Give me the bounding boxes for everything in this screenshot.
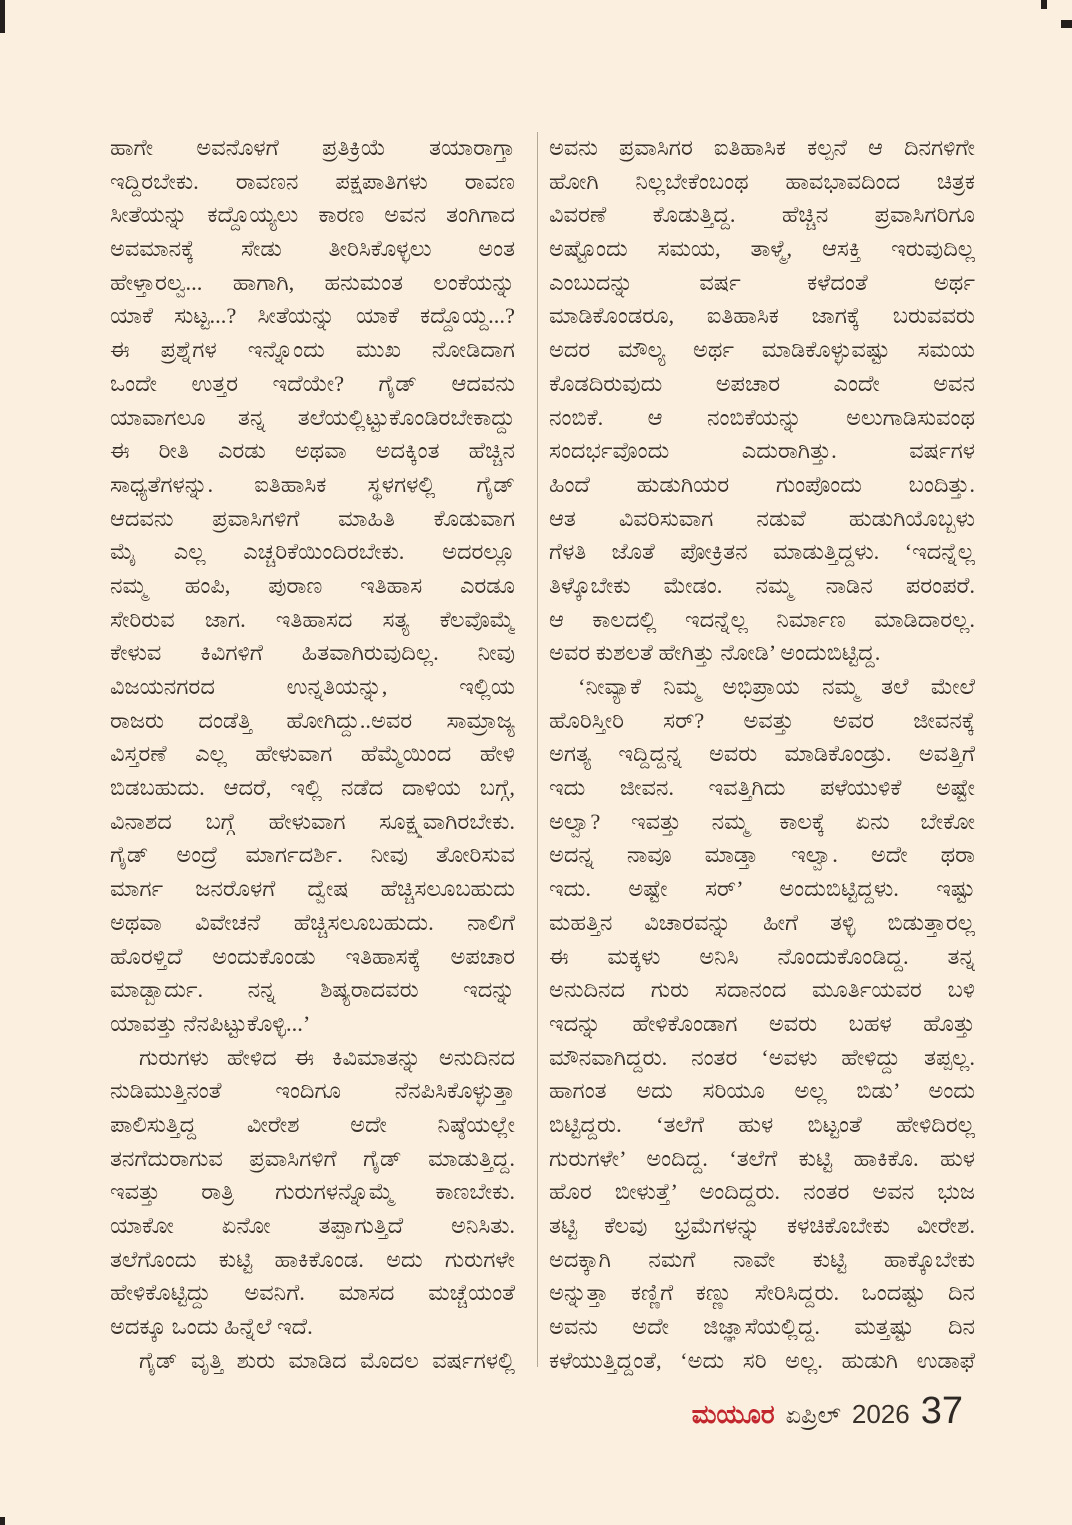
text-line: ನಂಬಿಕೆ. ಆ ನಂಬಿಕೆಯನ್ನು ಅಲುಗಾಡಿಸುವಂಥ <box>549 404 975 430</box>
text-line: ಅವನು ಅದೇ ಜಿಜ್ಞಾಸೆಯಲ್ಲಿದ್ದ. ಮತ್ತಷ್ಟು ದಿನ <box>549 1314 975 1340</box>
text-line: ಬಿಡಬಹುದು. ಆದರೆ, ಇಲ್ಲಿ ನಡೆದ ದಾಳಿಯ ಬಗ್ಗೆ, <box>110 775 515 801</box>
text-line: ಅವರ ಕುಶಲತೆ ಹೇಗಿತ್ತು ನೋಡಿ’ ಅಂದುಬಿಟ್ಟಿದ್ದ. <box>549 640 881 666</box>
text-line: ಸೀತೆಯನ್ನು ಕದ್ದೊಯ್ಯಲು ಕಾರಣ ಅವನ ತಂಗಿಗಾದ <box>110 202 515 228</box>
text-line: ರಾಜರು ದಂಡೆತ್ತಿ ಹೋಗಿದ್ದು..ಅವರ ಸಾಮ್ರಾಜ್ಯ <box>110 707 515 733</box>
text-line: ಅಷ್ಟೊಂದು ಸಮಯ, ತಾಳ್ಮೆ, ಆಸಕ್ತಿ ಇರುವುದಿಲ್ಲ <box>549 236 975 262</box>
issue-year: 2026 <box>851 1399 910 1429</box>
text-line: ವಿವರಣೆ ಕೊಡುತ್ತಿದ್ದ. ಹೆಚ್ಚಿನ ಪ್ರವಾಸಿಗರಿಗೂ <box>549 202 975 228</box>
text-line: ಮಹತ್ತಿನ ವಿಚಾರವನ್ನು ಹೀಗೆ ತಳ್ಳಿ ಬಿಡುತ್ತಾರಲ್ಲ <box>549 909 975 935</box>
text-line: ಹಾಗೇ ಅವನೊಳಗೆ ಪ್ರತಿಕ್ರಿಯೆ ತಯಾರಾಗ್ತಾ <box>110 135 515 160</box>
page-footer <box>692 1392 963 1431</box>
text-line: ಕಳೆಯುತ್ತಿದ್ದಂತೆ, ‘ಅದು ಸರಿ ಅಲ್ಲ. ಹುಡುಗಿ ಉಡಾಫೆ <box>549 1347 975 1373</box>
text-line: ಹೇಳ್ತಾರಲ್ವ... ಹಾಗಾಗಿ, ಹನುಮಂತ ಲಂಕೆಯನ್ನು <box>110 269 515 295</box>
text-line: ಹೊರಳ್ತಿದೆ ಅಂದುಕೊಂಡು ಇತಿಹಾಸಕ್ಕೆ ಅಪಚಾರ <box>110 943 515 969</box>
text-line: ಈ ಮಕ್ಕಳು ಅನಿಸಿ ನೊಂದುಕೊಂಡಿದ್ದ. ತನ್ನ <box>549 943 975 969</box>
text-line: ಸಂದರ್ಭವೊಂದು ಎದುರಾಗಿತ್ತು. ವರ್ಷಗಳ <box>549 438 975 464</box>
text-line: ಆದವನು ಪ್ರವಾಸಿಗಳಿಗೆ ಮಾಹಿತಿ ಕೊಡುವಾಗ <box>110 505 515 531</box>
text-line: ನಮ್ಮ ಹಂಪಿ, ಪುರಾಣ ಇತಿಹಾಸ ಎರಡೂ <box>110 572 515 598</box>
text-line: ಇದು ಜೀವನ. ಇವತ್ತಿಗಿದು ಪಳೆಯುಳಿಕೆ ಅಷ್ಟೇ <box>549 775 975 801</box>
text-line: ಅದಕ್ಕೂ ಒಂದು ಹಿನ್ನೆಲೆ ಇದೆ. <box>110 1314 313 1340</box>
text-line: ಅವಮಾನಕ್ಕೆ ಸೇಡು ತೀರಿಸಿಕೊಳ್ಳಲು ಅಂತ <box>110 236 515 262</box>
text-line: ಯಾಕೋ ಏನೋ ತಪ್ಪಾಗುತ್ತಿದೆ ಅನಿಸಿತು. <box>110 1213 515 1238</box>
crop-mark-bottom-left <box>0 1517 5 1525</box>
text-line: ಅದಕ್ಕಾಗಿ ನಮಗೆ ನಾವೇ ಕುಟ್ಟಿ ಹಾಕ್ಕೊಬೇಕು <box>549 1246 975 1272</box>
text-line: ಅನುದಿನದ ಗುರು ಸದಾನಂದ ಮೂರ್ತಿಯವರ ಬಳಿ <box>549 977 975 1003</box>
column-divider <box>537 132 538 1367</box>
crop-mark-top-left <box>0 0 5 33</box>
text-line: ಗುರುಗಳೇ’ ಅಂದಿದ್ದ. ‘ತಲೆಗೆ ಕುಟ್ಟಿ ಹಾಕಿಕೊ. ಹುಳ <box>549 1145 975 1171</box>
text-line: ಹೇಳಿಕೊಟ್ಟಿದ್ದು ಅವನಿಗೆ. ಮಾಸದ ಮಚ್ಚೆಯಂತೆ <box>110 1280 515 1306</box>
crop-mark-top-right <box>1041 0 1047 9</box>
text-line: ಯಾಕೆ ಸುಟ್ಟ...? ಸೀತೆಯನ್ನು ಯಾಕೆ ಕದ್ದೊಯ್ದ...? <box>110 303 515 329</box>
text-line: ಸಾಧ್ಯತೆಗಳನ್ನು. ಐತಿಹಾಸಿಕ ಸ್ಥಳಗಳಲ್ಲಿ ಗೈಡ್ <box>110 471 515 497</box>
text-line: ತನಗೆದುರಾಗುವ ಪ್ರವಾಸಿಗಳಿಗೆ ಗೈಡ್ ಮಾಡುತ್ತಿದ್ದ. <box>110 1145 515 1171</box>
issue-month: ಏಪ್ರಿಲ್ <box>785 1403 841 1429</box>
text-line: ಗೈಡ್ ಅಂದ್ರೆ ಮಾರ್ಗದರ್ಶಿ. ನೀವು ತೋರಿಸುವ <box>110 842 515 868</box>
text-line: ವಿಜಯನಗರದ ಉನ್ನತಿಯನ್ನು, ಇಲ್ಲಿಯ <box>110 674 515 699</box>
text-line: ಅದನ್ನ ನಾವೂ ಮಾಡ್ತಾ ಇಲ್ವಾ. ಅದೇ ಥರಾ <box>549 842 975 868</box>
text-line: ತಟ್ಟಿ ಕೆಲವು ಭ್ರಮೆಗಳನ್ನು ಕಳಚಿಕೊಬೇಕು ವೀರೇಶ. <box>549 1213 975 1238</box>
text-line: ತಲೆಗೊಂದು ಕುಟ್ಟಿ ಹಾಕಿಕೊಂಡ. ಅದು ಗುರುಗಳೇ <box>110 1246 515 1272</box>
text-line: ನುಡಿಮುತ್ತಿನಂತೆ ಇಂದಿಗೂ ನೆನಪಿಸಿಕೊಳ್ಳುತ್ತಾ <box>110 1078 515 1104</box>
text-line: ಒಂದೇ ಉತ್ತರ ಇದೆಯೇ? ಗೈಡ್ ಆದವನು <box>110 370 515 396</box>
text-line: ಅನ್ನುತ್ತಾ ಕಣ್ಣಿಗೆ ಕಣ್ಣು ಸೇರಿಸಿದ್ದರು. ಒಂದಷ್ಟು ದಿನ <box>549 1280 975 1306</box>
text-line: ಯಾವತ್ತು ನೆನಪಿಟ್ಟುಕೊಳ್ಳಿ...’ <box>110 1010 311 1036</box>
text-line: ಹಿಂದೆ ಹುಡುಗಿಯರ ಗುಂಪೊಂದು ಬಂದಿತ್ತು. <box>549 471 975 497</box>
text-line: ‘ನೀವ್ಯಾಕೆ ನಿಮ್ಮ ಅಭಿಪ್ರಾಯ ನಮ್ಮ ತಲೆ ಮೇಲೆ <box>578 674 975 699</box>
text-line: ಹೊರಿಸ್ತೀರಿ ಸರ್? ಅವತ್ತು ಅವರ ಜೀವನಕ್ಕೆ <box>549 707 975 733</box>
text-line: ಈ ರೀತಿ ಎರಡು ಅಥವಾ ಅದಕ್ಕಿಂತ ಹೆಚ್ಚಿನ <box>110 438 515 464</box>
text-line: ಇದು. ಅಷ್ಟೇ ಸರ್’ ಅಂದುಬಿಟ್ಟಿದ್ದಳು. ಇಷ್ಟು <box>549 876 975 902</box>
magazine-name: ಮಯೂರ <box>691 1400 775 1429</box>
page-number: 37 <box>920 1390 963 1432</box>
text-line: ಅವನು ಪ್ರವಾಸಿಗರ ಐತಿಹಾಸಿಕ ಕಲ್ಪನೆ ಆ ದಿನಗಳಿಗೇ <box>549 135 975 160</box>
text-line: ಮಾಡ್ಬಾರ್ದು. ನನ್ನ ಶಿಷ್ಯರಾದವರು ಇದನ್ನು <box>110 977 515 1003</box>
text-line: ಇದ್ದಿರಬೇಕು. ರಾವಣನ ಪಕ್ಷಪಾತಿಗಳು ರಾವಣ <box>110 168 515 194</box>
text-line: ವಿನಾಶದ ಬಗ್ಗೆ ಹೇಳುವಾಗ ಸೂಕ್ಷ್ಮವಾಗಿರಬೇಕು. <box>110 808 515 834</box>
text-column-right <box>549 131 975 1377</box>
text-line: ಹೊರ ಬೀಳುತ್ತೆ’ ಅಂದಿದ್ದರು. ನಂತರ ಅವನ ಭುಜ <box>549 1179 975 1205</box>
text-line: ಅಗತ್ಯ ಇದ್ದಿದ್ದನ್ನ ಅವರು ಮಾಡಿಕೊಂಡ್ರು. ಅವತ್ತಿಗೆ <box>549 741 975 767</box>
text-column-left <box>110 131 515 1377</box>
text-line: ತಿಳ್ಕೊಬೇಕು ಮೇಡಂ. ನಮ್ಮ ನಾಡಿನ ಪರಂಪರೆ. <box>549 572 975 598</box>
text-line: ಮಾಡಿಕೊಂಡರೂ, ಐತಿಹಾಸಿಕ ಜಾಗಕ್ಕೆ ಬರುವವರು <box>549 303 975 329</box>
text-line: ಆ ಕಾಲದಲ್ಲಿ ಇದನ್ನೆಲ್ಲ ನಿರ್ಮಾಣ ಮಾಡಿದಾರಲ್ಲ. <box>549 606 975 632</box>
text-line: ಈ ಪ್ರಶ್ನೆಗಳ ಇನ್ನೊಂದು ಮುಖ ನೋಡಿದಾಗ <box>110 337 515 363</box>
text-line: ಎಂಬುದನ್ನು ವರ್ಷ ಕಳೆದಂತೆ ಅರ್ಥ <box>549 269 975 295</box>
text-line: ಮಾರ್ಗ ಜನರೊಳಗೆ ದ್ವೇಷ ಹೆಚ್ಚಿಸಲೂಬಹುದು <box>110 876 515 902</box>
crop-mark-right-edge <box>1061 20 1072 28</box>
text-line: ಅದರ ಮೌಲ್ಯ ಅರ್ಥ ಮಾಡಿಕೊಳ್ಳುವಷ್ಟು ಸಮಯ <box>549 337 975 363</box>
text-line: ಪಾಲಿಸುತ್ತಿದ್ದ ವೀರೇಶ ಅದೇ ನಿಷ್ಠೆಯಲ್ಲೇ <box>110 1111 515 1137</box>
text-line: ಮೌನವಾಗಿದ್ದರು. ನಂತರ ‘ಅವಳು ಹೇಳಿದ್ದು ತಪ್ಪಲ್ಲ. <box>549 1044 975 1070</box>
text-line: ಅಥವಾ ವಿವೇಚನೆ ಹೆಚ್ಚಿಸಲೂಬಹುದು. ನಾಲಿಗೆ <box>110 909 515 935</box>
text-line: ಹಾಗಂತ ಅದು ಸರಿಯೂ ಅಲ್ಲ ಬಿಡು’ ಅಂದು <box>549 1078 975 1104</box>
text-line: ಕೇಳುವ ಕಿವಿಗಳಿಗೆ ಹಿತವಾಗಿರುವುದಿಲ್ಲ. ನೀವು <box>110 640 515 666</box>
text-line: ಗುರುಗಳು ಹೇಳಿದ ಈ ಕಿವಿಮಾತನ್ನು ಅನುದಿನದ <box>139 1044 515 1070</box>
text-line: ಗೆಳತಿ ಜೊತೆ ಪೋಕ್ರಿತನ ಮಾಡುತ್ತಿದ್ದಳು. ‘ಇದನ್ನೆಲ್ಲ <box>549 539 975 565</box>
text-line: ಇದನ್ನು ಹೇಳಿಕೊಂಡಾಗ ಅವರು ಬಹಳ ಹೊತ್ತು <box>549 1010 975 1036</box>
text-line: ಹೋಗಿ ನಿಲ್ಲಬೇಕೆಂಬಂಥ ಹಾವಭಾವದಿಂದ ಚಿತ್ರಕ <box>549 168 975 194</box>
text-line: ಕೊಡದಿರುವುದು ಅಪಚಾರ ಎಂದೇ ಅವನ <box>549 370 975 396</box>
text-line: ಇವತ್ತು ರಾತ್ರಿ ಗುರುಗಳನ್ನೊಮ್ಮೆ ಕಾಣಬೇಕು. <box>110 1179 515 1205</box>
text-line: ಆತ ವಿವರಿಸುವಾಗ ನಡುವೆ ಹುಡುಗಿಯೊಬ್ಬಳು <box>549 505 975 531</box>
text-line: ವಿಸ್ತರಣೆ ಎಲ್ಲ ಹೇಳುವಾಗ ಹೆಮ್ಮೆಯಿಂದ ಹೇಳಿ <box>110 741 515 767</box>
text-line: ಬಿಟ್ಟಿದ್ದರು. ‘ತಲೆಗೆ ಹುಳ ಬಿಟ್ಟಂತೆ ಹೇಳಿದಿರಲ್ಲ <box>549 1111 975 1137</box>
text-line: ಗೈಡ್ ವೃತ್ತಿ ಶುರು ಮಾಡಿದ ಮೊದಲ ವರ್ಷಗಳಲ್ಲಿ <box>139 1347 515 1373</box>
text-line: ಸೇರಿರುವ ಜಾಗ. ಇತಿಹಾಸದ ಸತ್ಯ ಕೆಲವೊಮ್ಮೆ <box>110 606 515 632</box>
text-line: ಮೈ ಎಲ್ಲ ಎಚ್ಚರಿಕೆಯಿಂದಿರಬೇಕು. ಅದರಲ್ಲೂ <box>110 539 515 565</box>
text-line: ಅಲ್ವಾ? ಇವತ್ತು ನಮ್ಮ ಕಾಲಕ್ಕೆ ಏನು ಬೇಕೋ <box>549 808 975 834</box>
text-line: ಯಾವಾಗಲೂ ತನ್ನ ತಲೆಯಲ್ಲಿಟ್ಟುಕೊಂಡಿರಬೇಕಾದ್ದು <box>110 404 515 430</box>
